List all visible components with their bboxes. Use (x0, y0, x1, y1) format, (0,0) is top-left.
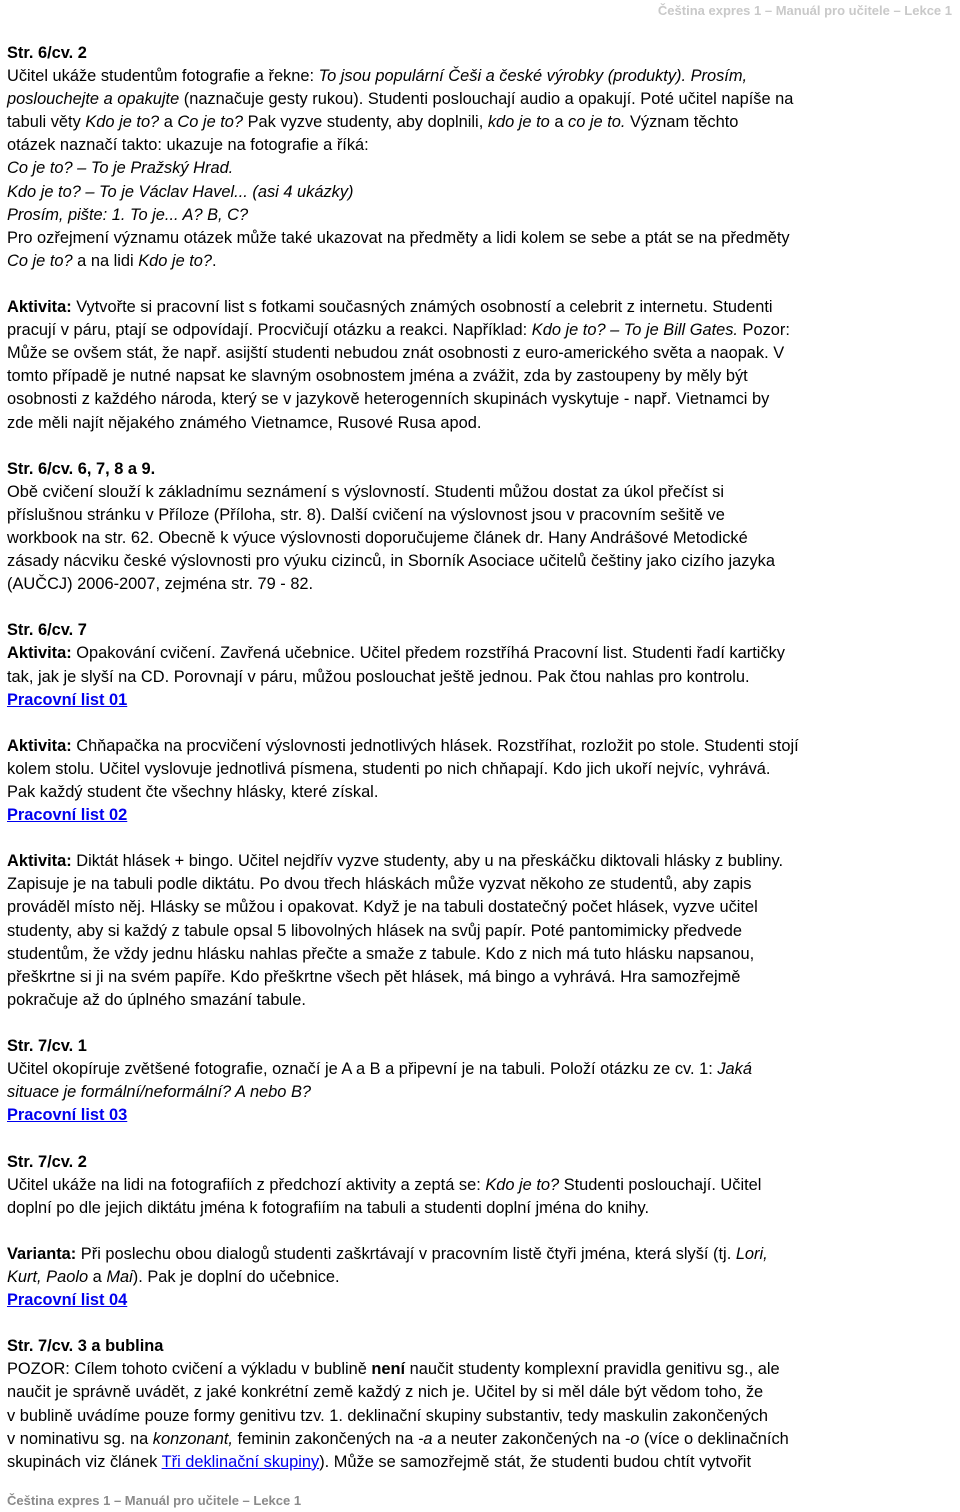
text-run: příslušnou stránku v Příloze (Příloha, str. 8). Další cvičení na výslovnost jsou v pracovním sešitě ve (7, 505, 725, 524)
italic-text: Kdo je to? (85, 113, 160, 132)
text-run: přeškrtne si ji na svém papíře. Kdo přeškrtne všech pět hlásek, má bingo a vyhrává. Hra samozřejmě (7, 967, 741, 986)
text-line (7, 1289, 957, 1312)
text-line (7, 134, 957, 157)
text-run: Pak vyzve studenty, aby doplnili, (243, 113, 488, 132)
italic-text: Kdo je to? – To je Bill Gates. (531, 321, 738, 340)
text-line (7, 666, 957, 689)
text-line (7, 1266, 957, 1289)
italic-text: situace je formální/neformální? A nebo B? (7, 1083, 312, 1102)
text-line (7, 989, 957, 1012)
text-run: otázek naznačí takto: ukazuje na fotografie a říká: (7, 136, 369, 155)
text-line (7, 642, 957, 665)
blank-line (7, 435, 957, 458)
italic-text: Mai (106, 1267, 133, 1286)
text-line (7, 1058, 957, 1081)
italic-text: poslouchejte a opakujte (7, 90, 180, 109)
text-line (7, 1405, 957, 1428)
text-line (7, 157, 957, 180)
bold-text: není (371, 1360, 406, 1379)
text-run: zásady nácviku české výslovnosti pro výuku cizinců, in Sborník Asociace učitelů češtiny jako cizího jazyka (7, 552, 775, 571)
italic-text: Kurt, Paolo (7, 1267, 89, 1286)
text-run: Zapisuje je na tabuli podle diktátu. Po dvou třech hláskách může vyzvat někoho ze studentů, aby zapis (7, 875, 752, 894)
running-header: Čeština expres 1 – Manuál pro učitele – Lekce 1 (657, 3, 952, 18)
text-run: v nominativu sg. na (7, 1429, 153, 1448)
text-line (7, 527, 957, 550)
text-line (7, 758, 957, 781)
text-run: v bublině uvádíme pouze formy genitivu tzv. 1. deklinační skupiny substantiv, tedy maskulin zakončených (7, 1406, 769, 1425)
text-run: doplní po dle jejich diktátu jména k fotografiím na tabuli a studenti doplní jména do knihy. (7, 1198, 650, 1217)
text-line (7, 1081, 957, 1104)
blank-line (7, 596, 957, 619)
text-line (7, 1358, 957, 1381)
text-run: pokračuje až do úplného smazání tabule. (7, 990, 306, 1009)
blank-line (7, 1127, 957, 1150)
running-footer: Čeština expres 1 – Manuál pro učitele – Lekce 1 (7, 1493, 302, 1508)
italic-text: Co je to? (7, 251, 73, 270)
text-run: skupinách viz článek (7, 1452, 162, 1471)
text-run: tak, jak je slyší na CD. Porovnají v páru, můžou poslouchat ještě jednou. Pak čtou nahlas pro kontrolu. (7, 667, 750, 686)
italic-text: Prosím, pište: 1. To je... A? B, C? (7, 205, 249, 224)
pracovni-list-link[interactable]: Pracovní list 01 (7, 690, 128, 709)
text-run: a (549, 113, 569, 132)
bold-text: Str. 7/cv. 2 (7, 1152, 87, 1171)
text-run: naučit studenty komplexní pravidla genitivu sg., ale (405, 1360, 780, 1379)
text-line (7, 1104, 957, 1127)
text-line (7, 781, 957, 804)
text-line (7, 388, 957, 411)
text-run: Vytvořte si pracovní list s fotkami současných známých osobností a celebrit z internetu. Studenti (71, 298, 773, 317)
text-line (7, 481, 957, 504)
text-line (7, 250, 957, 273)
text-line (7, 850, 957, 873)
bold-text: Aktivita: (7, 736, 72, 755)
blank-line (7, 712, 957, 735)
text-line (7, 296, 957, 319)
text-line (7, 1381, 957, 1404)
text-line (7, 619, 957, 642)
text-run: Studenti poslouchají. Učitel (559, 1175, 762, 1194)
blank-line (7, 827, 957, 850)
bold-text: Aktivita: (7, 644, 72, 663)
text-line (7, 873, 957, 896)
text-line (7, 689, 957, 712)
blank-line (7, 1312, 957, 1335)
text-run: studenty, aby si každý z tabule opsal 5 libovolných hlásek na svůj papír. Poté pantomimicky předvede (7, 921, 742, 940)
text-run: ). Může se samozřejmě stát, že studenti budou chtít vytvořit (319, 1452, 752, 1471)
text-run: Pozor: (737, 321, 790, 340)
italic-text: Kdo je to? – To je Václav Havel... (asi 4 ukázky) (7, 182, 354, 201)
text-run: (více o deklinačních (639, 1429, 789, 1448)
text-run: a (88, 1267, 107, 1286)
pracovni-list-link[interactable]: Pracovní list 04 (7, 1291, 128, 1310)
bold-text: Str. 6/cv. 7 (7, 621, 87, 640)
text-line (7, 504, 957, 527)
text-run: POZOR: Cílem tohoto cvičení a výkladu v bublině (7, 1360, 372, 1379)
text-run: Obě cvičení slouží k základnímu seznámení s výslovností. Studenti můžou dostat za úkol přečíst si (7, 482, 724, 501)
text-run: Diktát hlásek + bingo. Učitel nejdřív vyzve studenty, aby u na přeskáčku diktovali hlásky z bubliny. (71, 852, 784, 871)
text-run: Učitel okopíruje zvětšené fotografie, označí je A a B a připevní je na tabuli. Položí otázku ze cv. 1: (7, 1060, 718, 1079)
text-run: workbook na str. 62. Obecně k výuce výslovnosti doporučujeme článek dr. Hany Andrášové Metodické (7, 528, 748, 547)
text-line (7, 573, 957, 596)
text-line (7, 1174, 957, 1197)
text-line (7, 111, 957, 134)
text-run: Pak každý student čte všechny hlásky, které získal. (7, 783, 379, 801)
text-run: a na lidi (72, 251, 139, 270)
blank-line (7, 1012, 957, 1035)
text-run: tomto případě je nutné napsat ke slavným osobnostem jména a zvážit, zda by zastoupeny by měly být (7, 367, 748, 386)
text-line (7, 943, 957, 966)
italic-text: Lori, (735, 1244, 768, 1263)
text-line (7, 550, 957, 573)
text-run: tabuli věty (7, 113, 86, 132)
text-run: Při poslechu obou dialogů studenti zaškrtávají v pracovním listě čtyři jména, která slyší (tj. (76, 1244, 736, 1263)
text-line (7, 319, 957, 342)
text-run: Chňapačka na procvičení výslovnosti jednotlivých hlásek. Rozstříhat, rozložit po stole. Studenti stojí (71, 736, 799, 755)
text-run: zde měli najít nějakého známého Vietnamce, Rusové Rusa apod. (7, 413, 482, 432)
pracovni-list-link[interactable]: Pracovní list 03 (7, 1106, 128, 1125)
document-body (7, 42, 957, 1474)
pracovni-list-link[interactable]: Tři deklinační skupiny (161, 1452, 320, 1471)
bold-text: Str. 6/cv. 2 (7, 44, 87, 62)
text-line (7, 65, 957, 88)
blank-line (7, 273, 957, 296)
text-run: studentům, že vždy jednu hlásku nahlas přečte a smaže z tabule. Kdo z nich má tuto hlásku napsanou, (7, 944, 755, 963)
text-run: ). Pak je doplní do učebnice. (132, 1267, 340, 1286)
text-run: kolem stolu. Učitel vyslovuje jednotlivá písmena, studenti po nich chňapají. Kdo jich ukoří nejvíc, vyhrává. (7, 759, 771, 778)
text-run: Význam těchto (625, 113, 739, 132)
pracovni-list-link[interactable]: Pracovní list 02 (7, 806, 128, 825)
text-run: Učitel ukáže na lidi na fotografiích z předchozí aktivity a zeptá se: (7, 1175, 486, 1194)
bold-text: Aktivita: (7, 852, 72, 871)
text-line (7, 1428, 957, 1451)
italic-text: Co je to? (177, 113, 244, 132)
text-line (7, 735, 957, 758)
bold-text: Varianta: (7, 1244, 77, 1263)
text-line (7, 1151, 957, 1174)
text-line (7, 227, 957, 250)
bold-text: Aktivita: (7, 298, 72, 317)
text-run: Může se ovšem stát, že např. asijští studenti nebudou znát osobnosti z euro-amerického světa a naopak. V (7, 344, 785, 363)
text-run: osobnosti z každého národa, který se v jazykově heterogenních skupinách vyskytuje - např. Vietnamci by (7, 390, 770, 409)
text-run: prováděl místo něj. Hlásky se můžou i opakovat. Když je na tabuli dostatečný počet hlásek, vyzve učitel (7, 898, 758, 917)
text-run: Opakování cvičení. Zavřená učebnice. Učitel předem rozstříhá Pracovní list. Studenti řadí kartičky (71, 644, 785, 663)
italic-text: -a (417, 1429, 433, 1448)
text-line (7, 804, 957, 827)
blank-line (7, 1220, 957, 1243)
text-run: . (212, 251, 217, 270)
text-run: Učitel ukáže studentům fotografie a řekne: (7, 67, 319, 86)
italic-text: Jaká (717, 1060, 752, 1079)
text-line (7, 204, 957, 227)
text-line (7, 1243, 957, 1266)
text-line (7, 181, 957, 204)
text-run: (AUČCJ) 2006-2007, zejména str. 79 - 82. (7, 575, 314, 594)
italic-text: Co je to? – To je Pražský Hrad. (7, 159, 234, 178)
text-run: naučit je správně uvádět, z jaké konkrétní země každý z nich je. Učitel by si měl dále být vědom toho, že (7, 1383, 764, 1402)
text-run: (naznačuje gesty rukou). Studenti poslouchají audio a opakují. Poté učitel napíše na (179, 90, 794, 109)
text-run: a neuter zakončených na (432, 1429, 625, 1448)
bold-text: Str. 7/cv. 1 (7, 1037, 87, 1056)
text-line (7, 342, 957, 365)
text-line (7, 920, 957, 943)
text-line (7, 42, 957, 65)
text-line (7, 1451, 957, 1474)
text-line (7, 896, 957, 919)
text-run: Pro ozřejmení významu otázek může také ukazovat na předměty a lidi kolem se sebe a ptát se na předměty (7, 228, 790, 247)
text-line (7, 1035, 957, 1058)
italic-text: Kdo je to? (485, 1175, 560, 1194)
text-run: a (159, 113, 178, 132)
text-line (7, 1197, 957, 1220)
italic-text: co je to. (568, 113, 626, 132)
italic-text: kdo je to (487, 113, 550, 132)
text-run: feminin zakončených na (232, 1429, 418, 1448)
bold-text: Str. 6/cv. 6, 7, 8 a 9. (7, 459, 156, 478)
text-line (7, 365, 957, 388)
text-line (7, 458, 957, 481)
text-line (7, 412, 957, 435)
text-line (7, 88, 957, 111)
italic-text: Kdo je to? (138, 251, 213, 270)
italic-text: To jsou populární Češi a české výrobky (produkty). Prosím, (318, 67, 748, 86)
text-run: pracují v páru, ptají se odpovídají. Procvičují otázku a reakci. Například: (7, 321, 532, 340)
text-line (7, 966, 957, 989)
italic-text: konzonant, (152, 1429, 233, 1448)
text-line (7, 1335, 957, 1358)
bold-text: Str. 7/cv. 3 a bublina (7, 1337, 164, 1356)
italic-text: -o (624, 1429, 640, 1448)
